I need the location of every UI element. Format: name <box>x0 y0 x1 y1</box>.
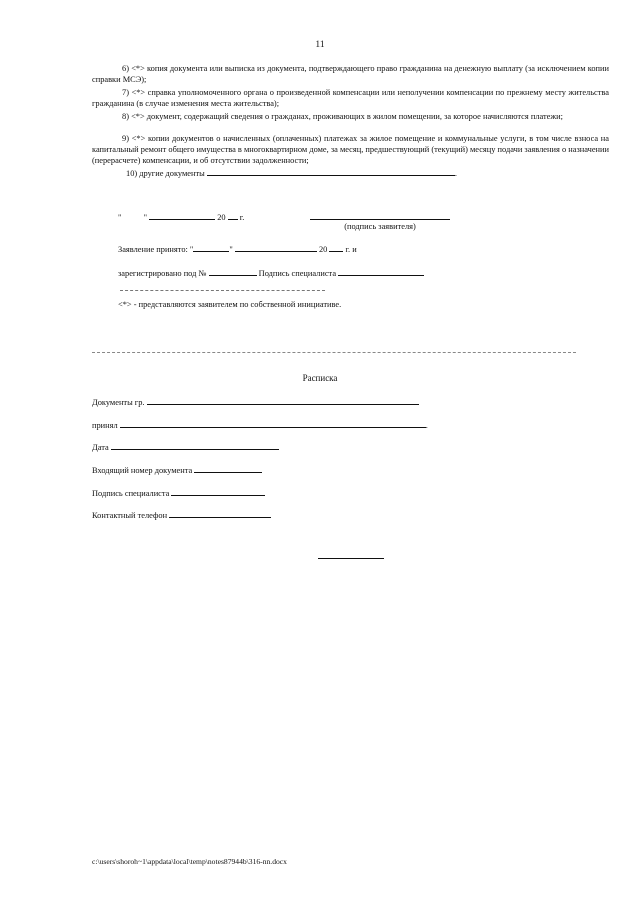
cut-line <box>92 352 576 353</box>
receipt-specialist-signature-line: Подпись специалиста <box>92 486 265 499</box>
accepted-line: Заявление принято: " " 20 г. и <box>118 242 357 255</box>
footer-file-path: c:\users\shoroh~1\appdata\local\temp\notes87944b\316-nn.docx <box>92 857 287 866</box>
item-10: 10) другие документы <box>126 169 205 178</box>
receipt-documents-line: Документы гр. <box>92 395 419 408</box>
receipt-title: Расписка <box>302 373 338 383</box>
registration-number-blank[interactable] <box>209 266 257 276</box>
registered-line: зарегистрировано под № Подпись специалиста <box>118 266 424 279</box>
end-separator <box>318 558 384 559</box>
item-9: 9) <*> копии документов о начисленных (оплаченных) платежах за жилое помещение и коммунальные услуги, в том числе взноса на капитальный ремонт общего имущества в многоквартирном доме, за месяц, предшествующий (текущий) месяцу подачи заявления о назначении (перерасчете) компенсации, и об отсутствии задолженности; <box>92 134 609 165</box>
footnote: <*> - представляются заявителем по собственной инициативе. <box>118 300 342 309</box>
item-10-line: 10) другие документы . <box>126 166 457 179</box>
signature-caption: (подпись заявителя) <box>344 222 416 231</box>
receipt-accepted-blank[interactable] <box>120 418 426 428</box>
receipt-accepted-line: принял . <box>92 418 428 431</box>
receipt-specialist-signature-blank[interactable] <box>171 486 265 496</box>
item-7: 7) <*> справка уполномоченного органа о произведенной компенсации или неполучении компенсации по прежнему месту жительства гражданина (в случае изменения места жительства); <box>92 88 609 108</box>
footnote-separator <box>120 290 325 291</box>
receipt-contact-phone-line: Контактный телефон <box>92 508 271 521</box>
date-line: " " 20 г. <box>118 210 244 223</box>
date-year-blank[interactable] <box>228 210 238 220</box>
receipt-documents-blank[interactable] <box>147 395 419 405</box>
accepted-day-blank[interactable] <box>193 242 229 252</box>
receipt-contact-phone-blank[interactable] <box>169 508 271 518</box>
receipt-date-blank[interactable] <box>111 440 279 450</box>
accepted-year-blank[interactable] <box>329 242 343 252</box>
date-month-blank[interactable] <box>149 210 215 220</box>
receipt-incoming-number-blank[interactable] <box>194 463 262 473</box>
specialist-signature-blank[interactable] <box>338 266 424 276</box>
receipt-date-line: Дата <box>92 440 279 453</box>
receipt-incoming-number-line: Входящий номер документа <box>92 463 262 476</box>
accepted-month-blank[interactable] <box>235 242 317 252</box>
item-8: 8) <*> документ, содержащий сведения о гражданах, проживающих в жилом помещении, за которое начисляются платежи; <box>122 112 563 121</box>
item-6: 6) <*> копия документа или выписка из документа, подтверждающего право гражданина на денежную выплату (за исключением копии справки МСЭ); <box>92 64 609 84</box>
page-number: 11 <box>315 40 325 50</box>
item-10-blank[interactable] <box>207 166 455 176</box>
